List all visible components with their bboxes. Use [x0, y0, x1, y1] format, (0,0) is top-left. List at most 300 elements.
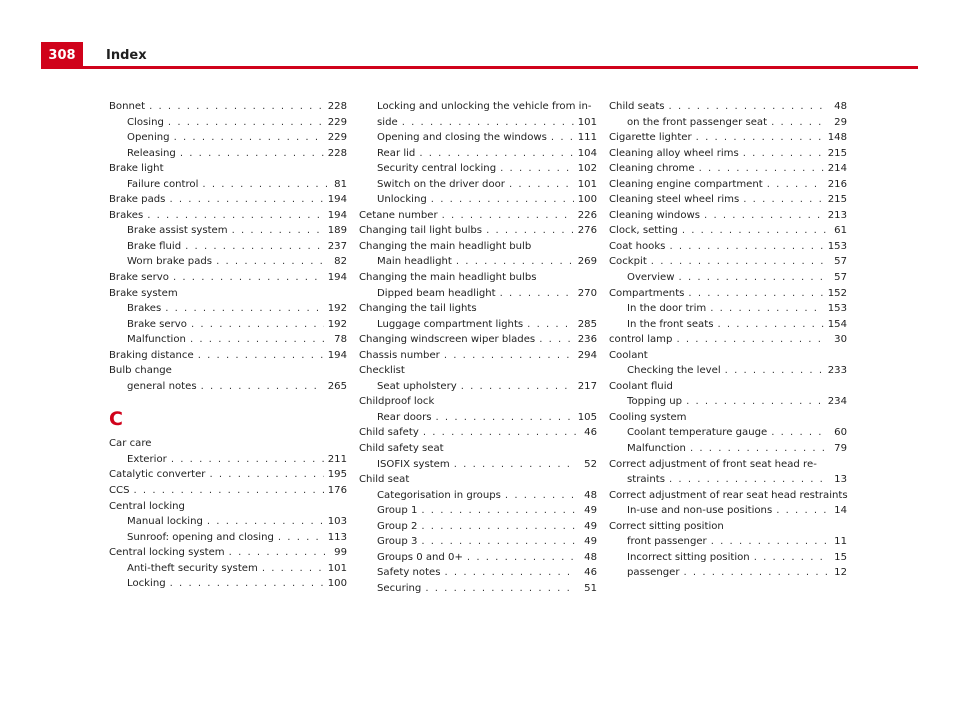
index-subentry [359, 410, 597, 426]
index-column-2 [359, 99, 597, 597]
index-page-ref: 194 [327, 349, 347, 361]
index-page-ref: 194 [327, 272, 347, 284]
index-entry-text: Checklist [359, 365, 405, 377]
index-subentry [359, 286, 597, 302]
index-entry [109, 286, 347, 302]
index-entry-text: CCS [109, 485, 130, 497]
index-entry [109, 192, 347, 208]
dot-leader [686, 394, 824, 410]
index-entry-text: Exterior [127, 453, 167, 465]
index-subentry [109, 130, 347, 146]
dot-leader [435, 410, 573, 426]
index-entry [359, 363, 597, 379]
index-entry-text: Child safety seat [359, 443, 444, 455]
dot-leader [711, 534, 827, 550]
index-entry [109, 99, 347, 115]
dot-leader [500, 161, 574, 177]
dot-leader [165, 301, 324, 317]
dot-leader [168, 115, 324, 131]
dot-leader [431, 192, 574, 208]
index-page-ref: 213 [827, 209, 847, 221]
dot-leader [180, 146, 324, 162]
index-entry-text: Anti-theft security system [127, 562, 258, 574]
index-page-ref: 228 [327, 101, 347, 112]
index-page-ref: 276 [577, 225, 597, 237]
dot-leader [679, 270, 827, 286]
index-entry-text: Luggage compartment lights [377, 318, 524, 330]
dot-leader [444, 348, 574, 364]
dot-leader [229, 545, 327, 561]
index-page-ref: 51 [584, 582, 597, 594]
index-entry [359, 472, 597, 488]
index-entry [109, 436, 347, 452]
index-subentry [359, 503, 597, 519]
index-entry-text: Bulb change [109, 365, 172, 377]
index-page-ref: 100 [327, 578, 347, 590]
index-entry-text: Cleaning alloy wheel rims [609, 147, 739, 159]
index-entry-text: Coolant [609, 349, 648, 361]
index-entry-text: Overview [627, 272, 675, 284]
index-page-ref: 46 [584, 567, 597, 579]
index-subentry [359, 177, 597, 193]
dot-leader [174, 130, 324, 146]
index-entry-text: Categorisation in groups [377, 489, 501, 501]
index-entry-text: Securing [377, 582, 422, 594]
index-subentry [109, 146, 347, 162]
index-subentry [609, 441, 847, 457]
index-entry-text: Braking distance [109, 349, 194, 361]
index-entry-text: Brake light [109, 163, 164, 175]
index-entry-text: In-use and non-use positions [627, 505, 773, 517]
index-entry-text: Incorrect sitting position [627, 551, 750, 563]
index-page-ref: 152 [827, 287, 847, 299]
index-subentry [109, 530, 347, 546]
dot-leader [754, 550, 827, 566]
index-entry [609, 223, 847, 239]
index-entry [609, 146, 847, 162]
index-entry-text: Cleaning chrome [609, 163, 695, 175]
index-subentry [109, 561, 347, 577]
index-entry-text: Sunroof: opening and closing [127, 531, 274, 543]
dot-leader [202, 177, 327, 193]
index-page-ref: 101 [577, 178, 597, 190]
index-entry-text: Child safety [359, 427, 419, 439]
dot-leader [776, 503, 827, 519]
index-entry [609, 410, 847, 426]
index-entry [359, 270, 597, 286]
index-page-ref: 57 [834, 272, 847, 284]
index-entry-text: Group 1 [377, 505, 418, 517]
index-entry-text: Childproof lock [359, 396, 435, 408]
index-page-ref: 101 [577, 116, 597, 128]
index-entry-text: Cleaning steel wheel rims [609, 194, 740, 206]
dot-leader [669, 99, 827, 115]
index-entry [609, 488, 847, 504]
index-subentry [609, 534, 847, 550]
index-entry-text: Brakes [127, 303, 162, 315]
index-entry-text: general notes [127, 380, 197, 392]
index-page-ref: 189 [327, 225, 347, 237]
index-entry-text: Brake fluid [127, 240, 182, 252]
index-page-ref: 111 [577, 132, 597, 144]
index-page-ref: 153 [827, 303, 847, 315]
index-page-ref: 215 [827, 194, 847, 206]
dot-leader [500, 286, 574, 302]
index-entry-text: Brake servo [127, 318, 187, 330]
index-entry-text: Brake servo [109, 272, 169, 284]
index-entry-text: Malfunction [627, 443, 686, 455]
index-subentry [109, 332, 347, 348]
index-entry-text: Brake system [109, 287, 178, 299]
index-page-ref: 269 [577, 256, 597, 268]
dot-leader [743, 146, 824, 162]
dot-leader [421, 503, 577, 519]
dot-leader [421, 534, 577, 550]
index-page-ref: 195 [327, 469, 347, 481]
index-entry [109, 483, 347, 499]
index-page-ref: 217 [577, 380, 597, 392]
index-entry-text: Changing tail light bulbs [359, 225, 483, 237]
index-subentry [609, 301, 847, 317]
index-page-ref: 270 [577, 287, 597, 299]
index-entry-text: Opening and closing the windows [377, 132, 547, 144]
dot-leader [190, 332, 327, 348]
dot-leader [454, 457, 577, 473]
index-entry-text: Bonnet [109, 101, 146, 112]
index-entry-text: Opening [127, 132, 170, 144]
index-entry-text: Compartments [609, 287, 685, 299]
index-entry [609, 379, 847, 395]
index-entry [609, 239, 847, 255]
index-page-ref: 294 [577, 349, 597, 361]
index-subentry [359, 161, 597, 177]
index-subentry [359, 534, 597, 550]
index-entry [359, 301, 597, 317]
index-entry [359, 332, 597, 348]
dot-leader [402, 115, 574, 131]
dot-leader [170, 576, 324, 592]
index-entry-text: Correct adjustment of rear seat head restraints [609, 489, 848, 501]
index-entry-text: Coolant temperature gauge [627, 427, 768, 439]
index-subentry [609, 565, 847, 581]
index-subentry [109, 317, 347, 333]
index-entry-text: Brake pads [109, 194, 166, 206]
dot-leader [442, 208, 574, 224]
dot-leader [209, 467, 323, 483]
index-page-ref: 215 [827, 147, 847, 159]
dot-leader [169, 192, 323, 208]
index-entry-text: Cetane number [359, 209, 438, 221]
dot-leader [771, 425, 827, 441]
dot-leader [743, 192, 823, 208]
index-entry-text: Central locking system [109, 547, 225, 559]
index-entry-text: Car care [109, 438, 152, 450]
dot-leader [461, 379, 574, 395]
index-entry-text: Cooling system [609, 411, 687, 423]
index-page-ref: 153 [827, 240, 847, 252]
index-page-ref: 101 [327, 562, 347, 574]
index-entry-text: Chassis number [359, 349, 440, 361]
index-entry-text: Locking [127, 578, 166, 590]
index-subentry [609, 317, 847, 333]
index-subentry [359, 565, 597, 581]
section-title: Index [106, 47, 147, 63]
index-entry-text: Clock, setting [609, 225, 678, 237]
dot-leader [171, 452, 324, 468]
index-page-ref: 48 [584, 551, 597, 563]
index-entry [109, 161, 347, 177]
dot-leader [262, 561, 324, 577]
dot-leader [147, 208, 324, 224]
index-entry-text: on the front passenger seat [627, 116, 768, 128]
index-subentry [609, 425, 847, 441]
index-subentry [109, 254, 347, 270]
index-entry-text: Switch on the driver door [377, 178, 505, 190]
index-page-ref: 102 [577, 163, 597, 175]
index-entry-text: Cleaning windows [609, 209, 701, 221]
dot-leader [696, 130, 824, 146]
index-entry [359, 441, 597, 457]
index-entry-text: side [377, 116, 398, 128]
index-entry-text: In the door trim [627, 303, 707, 315]
index-entry-text: Group 2 [377, 520, 418, 532]
index-entry-text: Central locking [109, 500, 185, 512]
index-page-ref: 228 [327, 147, 347, 159]
index-entry-text: In the front seats [627, 318, 714, 330]
index-entry-text: Safety notes [377, 567, 441, 579]
index-entry-text: Coolant fluid [609, 380, 673, 392]
index-page-ref: 78 [334, 334, 347, 346]
index-subentry [109, 239, 347, 255]
index-page-ref: 100 [577, 194, 597, 206]
index-column-3 [609, 99, 847, 581]
index-subentry [359, 550, 597, 566]
index-entry [109, 545, 347, 561]
index-entry-text: Correct adjustment of front seat head re- [609, 458, 817, 470]
index-entry-text: Child seats [609, 101, 665, 112]
index-page-ref: 214 [827, 163, 847, 175]
index-entry-text: Coat hooks [609, 240, 666, 252]
index-page-ref: 192 [327, 318, 347, 330]
index-subentry [359, 519, 597, 535]
index-entry-text: Changing the main headlight bulb [359, 240, 532, 252]
index-entry-text: Seat upholstery [377, 380, 457, 392]
index-subentry [359, 379, 597, 395]
index-entry-text: Brake assist system [127, 225, 228, 237]
index-subentry [609, 270, 847, 286]
dot-leader [676, 332, 827, 348]
dot-leader [425, 581, 577, 597]
index-page-ref: 194 [327, 194, 347, 206]
dot-leader [767, 177, 824, 193]
index-page-ref: 46 [584, 427, 597, 439]
index-entry-text: Main headlight [377, 256, 452, 268]
index-page-ref: 216 [827, 178, 847, 190]
dot-leader [216, 254, 327, 270]
index-subentry [359, 488, 597, 504]
dot-leader [651, 254, 827, 270]
dot-leader [149, 99, 324, 115]
index-entry-text: Changing the tail lights [359, 303, 477, 315]
index-entry-text: Releasing [127, 147, 176, 159]
index-page-ref: 103 [327, 516, 347, 528]
index-page-ref: 81 [334, 178, 347, 190]
index-page-ref: 104 [577, 147, 597, 159]
index-subentry [109, 223, 347, 239]
dot-leader [423, 425, 577, 441]
dot-leader [704, 208, 824, 224]
index-entry [109, 467, 347, 483]
index-subentry [359, 146, 597, 162]
index-entry [609, 254, 847, 270]
dot-leader [456, 254, 574, 270]
index-subentry [109, 452, 347, 468]
index-page-ref: 11 [834, 536, 847, 548]
index-subentry [359, 192, 597, 208]
index-page-ref: 236 [577, 334, 597, 346]
index-subentry [109, 115, 347, 131]
dot-leader [551, 130, 574, 146]
index-subentry [609, 363, 847, 379]
index-page-ref: 48 [584, 489, 597, 501]
index-page-ref: 48 [834, 101, 847, 112]
index-subentry [109, 514, 347, 530]
index-entry [359, 239, 597, 255]
index-entry-text: Cockpit [609, 256, 647, 268]
index-page-ref: 265 [327, 380, 347, 392]
index-entry-text: Correct sitting position [609, 520, 724, 532]
index-entry-text: Locking and unlocking the vehicle from in- [377, 101, 592, 112]
dot-leader [445, 565, 578, 581]
dot-leader [198, 348, 324, 364]
index-subentry [609, 472, 847, 488]
index-entry [359, 348, 597, 364]
index-entry-text: Groups 0 and 0+ [377, 551, 463, 563]
index-page-ref: 99 [334, 547, 347, 559]
index-entry-text: passenger [627, 567, 680, 579]
index-entry-text: Group 3 [377, 536, 418, 548]
index-entry [109, 270, 347, 286]
index-subentry [109, 379, 347, 395]
index-entry [109, 208, 347, 224]
dot-leader [467, 550, 577, 566]
index-page-ref: 237 [327, 240, 347, 252]
dot-leader [710, 301, 824, 317]
index-subentry [359, 130, 597, 146]
index-entry-text: Failure control [127, 178, 199, 190]
dot-leader [232, 223, 324, 239]
index-page-ref: 13 [834, 474, 847, 486]
index-page-ref: 14 [834, 505, 847, 517]
index-entry-text: Changing the main headlight bulbs [359, 272, 537, 284]
index-page-ref: 61 [834, 225, 847, 237]
index-page-ref: 194 [327, 209, 347, 221]
index-entry-text: Unlocking [377, 194, 427, 206]
index-page-ref: 57 [834, 256, 847, 268]
index-column-1 [109, 99, 347, 592]
index-page-ref: 234 [827, 396, 847, 408]
index-subentry [359, 457, 597, 473]
index-subentry [359, 317, 597, 333]
index-entry [609, 332, 847, 348]
dot-leader [134, 483, 324, 499]
index-entry-text: Checking the level [627, 365, 721, 377]
index-entry [609, 348, 847, 364]
index-page-ref: 229 [327, 116, 347, 128]
index-page-ref: 52 [584, 458, 597, 470]
dot-leader [207, 514, 324, 530]
index-entry-text: Malfunction [127, 334, 186, 346]
index-entry-text: Changing windscreen wiper blades [359, 334, 536, 346]
index-page-ref: 49 [584, 505, 597, 517]
index-page-ref: 148 [827, 132, 847, 144]
index-page-ref: 82 [334, 256, 347, 268]
index-page-ref: 49 [584, 536, 597, 548]
index-entry [359, 99, 597, 115]
index-entry-text: Brakes [109, 209, 144, 221]
index-entry-text: Cleaning engine compartment [609, 178, 763, 190]
index-entry [109, 348, 347, 364]
index-entry [359, 208, 597, 224]
dot-leader [717, 317, 823, 333]
index-entry-text: Worn brake pads [127, 256, 213, 268]
dot-leader [421, 519, 577, 535]
index-page-ref: 12 [834, 567, 847, 579]
index-subentry [609, 550, 847, 566]
page-number: 308 [41, 42, 83, 68]
index-entry [109, 363, 347, 379]
dot-leader [185, 239, 324, 255]
index-entry [609, 208, 847, 224]
dot-leader [682, 223, 827, 239]
dot-leader [505, 488, 577, 504]
index-entry-text: control lamp [609, 334, 673, 346]
index-page-ref: 30 [834, 334, 847, 346]
index-entry [609, 161, 847, 177]
index-entry [609, 457, 847, 473]
index-subentry [359, 254, 597, 270]
dot-leader [173, 270, 324, 286]
dot-leader [201, 379, 324, 395]
index-subentry [109, 576, 347, 592]
dot-leader [669, 239, 823, 255]
index-page-ref: 192 [327, 303, 347, 315]
index-entry-text: Rear doors [377, 411, 432, 423]
dot-leader [509, 177, 574, 193]
index-subentry [609, 115, 847, 131]
dot-leader [669, 472, 827, 488]
index-page-ref: 15 [834, 551, 847, 563]
index-subentry [609, 503, 847, 519]
index-entry [359, 425, 597, 441]
index-entry-text: Closing [127, 116, 164, 128]
dot-leader [486, 223, 574, 239]
index-page-ref: 29 [834, 116, 847, 128]
index-entry-text: Catalytic converter [109, 469, 206, 481]
dot-leader [688, 286, 823, 302]
index-page-ref: 154 [827, 318, 847, 330]
dot-leader [278, 530, 324, 546]
dot-leader [527, 317, 574, 333]
index-entry-text: ISOFIX system [377, 458, 450, 470]
index-entry-text: Security central locking [377, 163, 497, 175]
index-subentry [109, 301, 347, 317]
dot-leader [419, 146, 573, 162]
index-page-ref: 229 [327, 132, 347, 144]
index-letter-heading: C [109, 408, 123, 431]
index-entry-text: Manual locking [127, 516, 203, 528]
index-page-ref: 105 [577, 411, 597, 423]
